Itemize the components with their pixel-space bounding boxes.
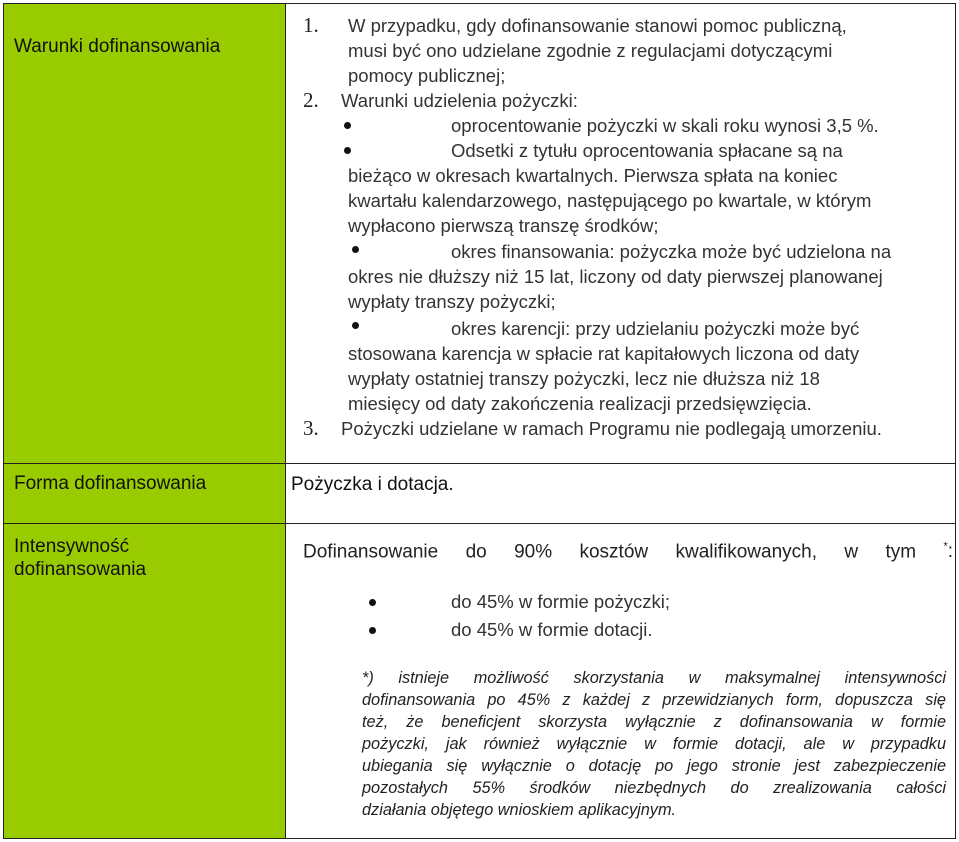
row-label-intensywnosc-l1: Intensywność (14, 536, 130, 557)
bullet-icon (344, 122, 351, 129)
bullet-text: oprocentowanie pożyczki w skali roku wynosi 3,5 %. (451, 115, 879, 136)
list-number: 1. (303, 13, 319, 37)
forma-text: Pożyczka i dotacja. (291, 474, 454, 495)
row-label-intensywnosc-l2: dofinansowania (14, 559, 147, 580)
list-item-text: pomocy publicznej; (348, 65, 506, 86)
intensity-bullet: do 45% w formie pożyczki; (451, 591, 671, 612)
footnote-line: pożyczki, jak również wyłącznie w formie dotacji, ale w przypadku (362, 735, 946, 753)
footnote-line: pozostałych 55% środków niezbędnych do zrealizowania całości (362, 779, 946, 797)
label-column (4, 4, 286, 838)
row-divider (4, 463, 955, 464)
footnote-line: ubiegania się wyłącznie o dotację po jego stronie jest zabezpieczenie (362, 757, 946, 775)
bullet-icon (352, 322, 359, 329)
row-label-forma: Forma dofinansowania (14, 473, 207, 494)
conditions-table (3, 3, 956, 839)
bullet-text: okres karencji: przy udzielaniu pożyczki może być (451, 318, 860, 339)
list-item-text: Warunki udzielenia pożyczki: (341, 90, 578, 111)
footnote-line: działania objętego wnioskiem aplikacyjnym. (362, 801, 677, 819)
bullet-icon (352, 246, 359, 253)
intensity-bullet: do 45% w formie dotacji. (451, 619, 653, 640)
bullet-text: kwartału kalendarzowego, następującego po kwartale, w którym (348, 190, 872, 211)
bullet-icon (369, 599, 376, 606)
bullet-text: wypłacono pierwszą transzę środków; (348, 215, 659, 236)
bullet-text: miesięcy od daty zakończenia realizacji przedsięwzięcia. (348, 393, 812, 414)
bullet-text: stosowana karencja w spłacie rat kapitałowych liczona od daty (348, 343, 860, 364)
bullet-text: okres nie dłuższy niż 15 lat, liczony od daty pierwszej planowanej (348, 266, 883, 287)
footnote-line: dofinansowania po 45% z każdej z przewidzianych form, dopuszcza się (362, 691, 946, 709)
bullet-text: wypłaty ostatniej transzy pożyczki, lecz nie dłuższa niż 18 (348, 368, 820, 389)
list-number: 2. (303, 88, 319, 112)
bullet-icon (369, 627, 376, 634)
bullet-text: wypłaty transzy pożyczki; (348, 291, 556, 312)
footnote-line: *) istnieje możliwość skorzystania w maksymalnej intensywności (362, 669, 946, 687)
bullet-icon (344, 147, 351, 154)
row-label-warunki: Warunki dofinansowania (14, 36, 221, 57)
list-item-text: Pożyczki udzielane w ramach Programu nie podlegają umorzeniu. (341, 418, 882, 439)
bullet-text: bieżąco w okresach kwartalnych. Pierwsza spłata na koniec (348, 165, 838, 186)
intensity-intro: Dofinansowanie do 90% kosztów kwalifikowanych, w tym *: (303, 541, 953, 563)
footnote-line: też, że beneficjent skorzysta wyłącznie z dofinansowania w formie (362, 713, 946, 731)
bullet-text: okres finansowania: pożyczka może być udzielona na (451, 241, 892, 262)
bullet-text: Odsetki z tytułu oprocentowania spłacane są na (451, 140, 843, 161)
list-item-text: W przypadku, gdy dofinansowanie stanowi pomoc publiczną, (348, 15, 847, 36)
list-number: 3. (303, 416, 319, 440)
list-item-text: musi być ono udzielane zgodnie z regulacjami dotyczącymi (348, 40, 833, 61)
row-divider (4, 523, 955, 524)
